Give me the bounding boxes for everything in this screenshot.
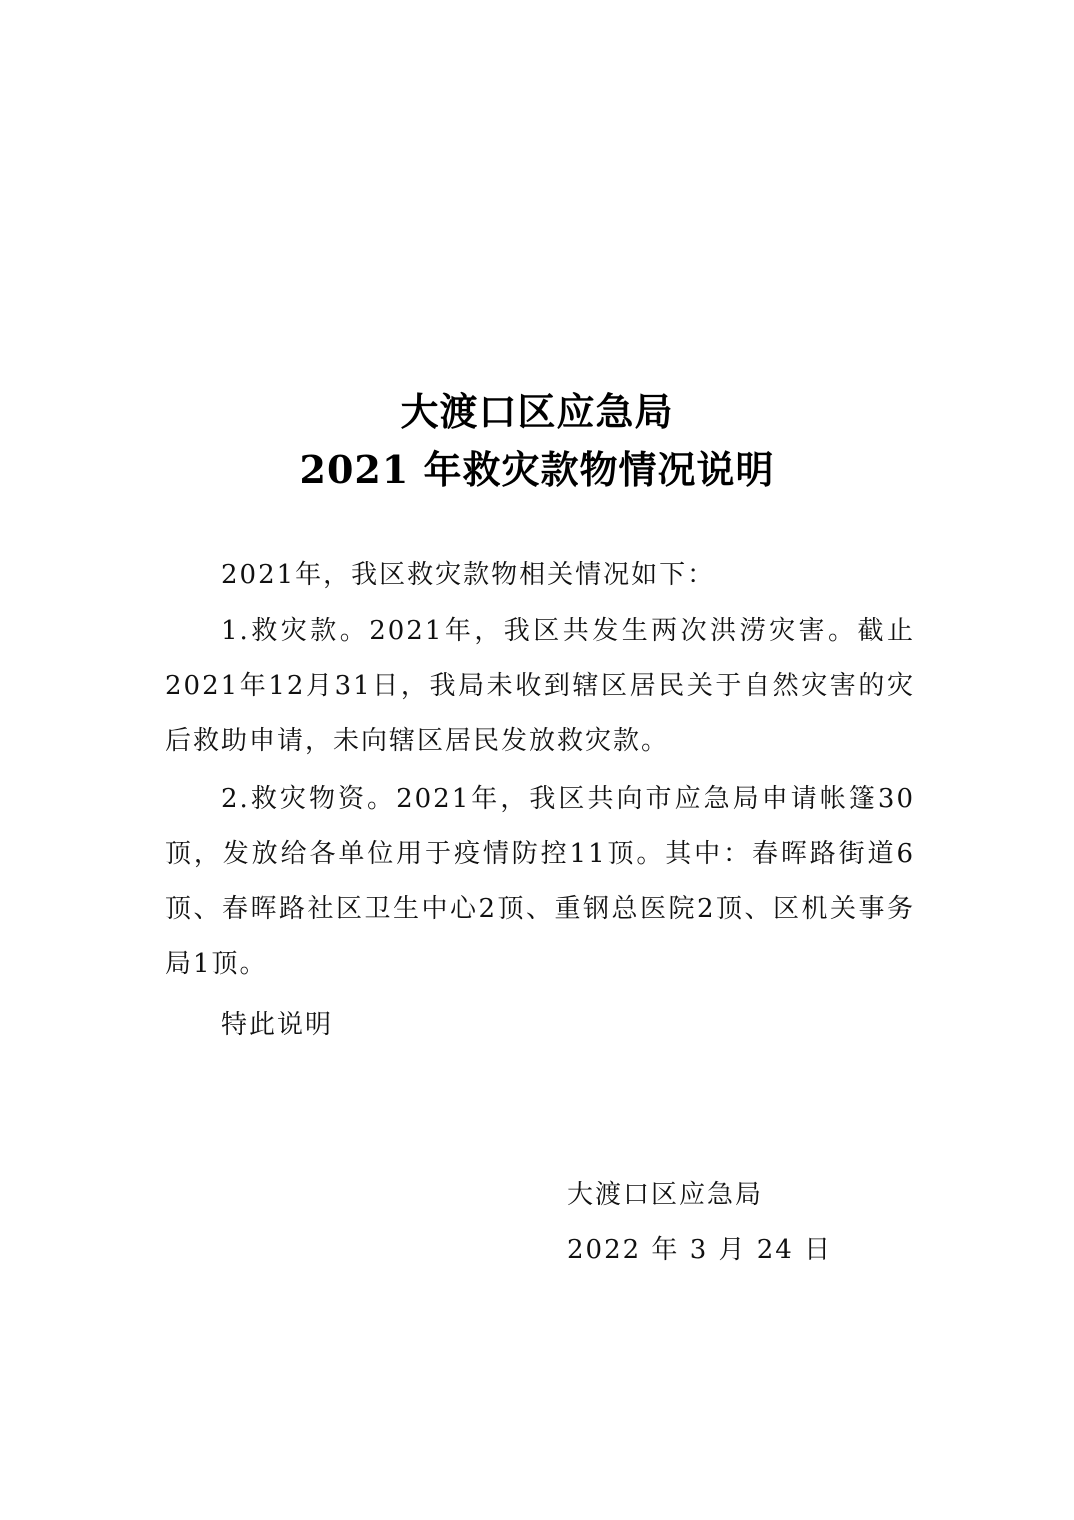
intro-paragraph <box>165 548 915 603</box>
document-title-line2: 2021 年救灾款物情况说明 <box>299 447 775 492</box>
signature-date: 2022 年 3 月 24 日 <box>567 1235 833 1265</box>
item2-paragraph <box>165 772 915 992</box>
item1-text: 1.救灾款。2021年，我区共发生两次洪涝灾害。截止2021年12月31日，我局未收到辖区居民关于自然灾害的灾后救助申请，未向辖区居民发放救灾款。 <box>165 616 915 756</box>
item1-paragraph <box>165 604 915 769</box>
signature-organization: 大渡口区应急局 <box>567 1180 764 1210</box>
closing-text: 特此说明 <box>221 1010 334 1040</box>
closing-paragraph <box>165 998 915 1053</box>
intro-text: 2021年，我区救灾款物相关情况如下： <box>221 560 716 590</box>
document-title-line1: 大渡口区应急局 <box>400 389 674 434</box>
item2-text: 2.救灾物资。2021年，我区共向市应急局申请帐篷30顶，发放给各单位用于疫情防控11顶。其中：春晖路街道6顶、春晖路社区卫生中心2顶、重钢总医院2顶、区机关事务局1顶。 <box>165 784 915 979</box>
